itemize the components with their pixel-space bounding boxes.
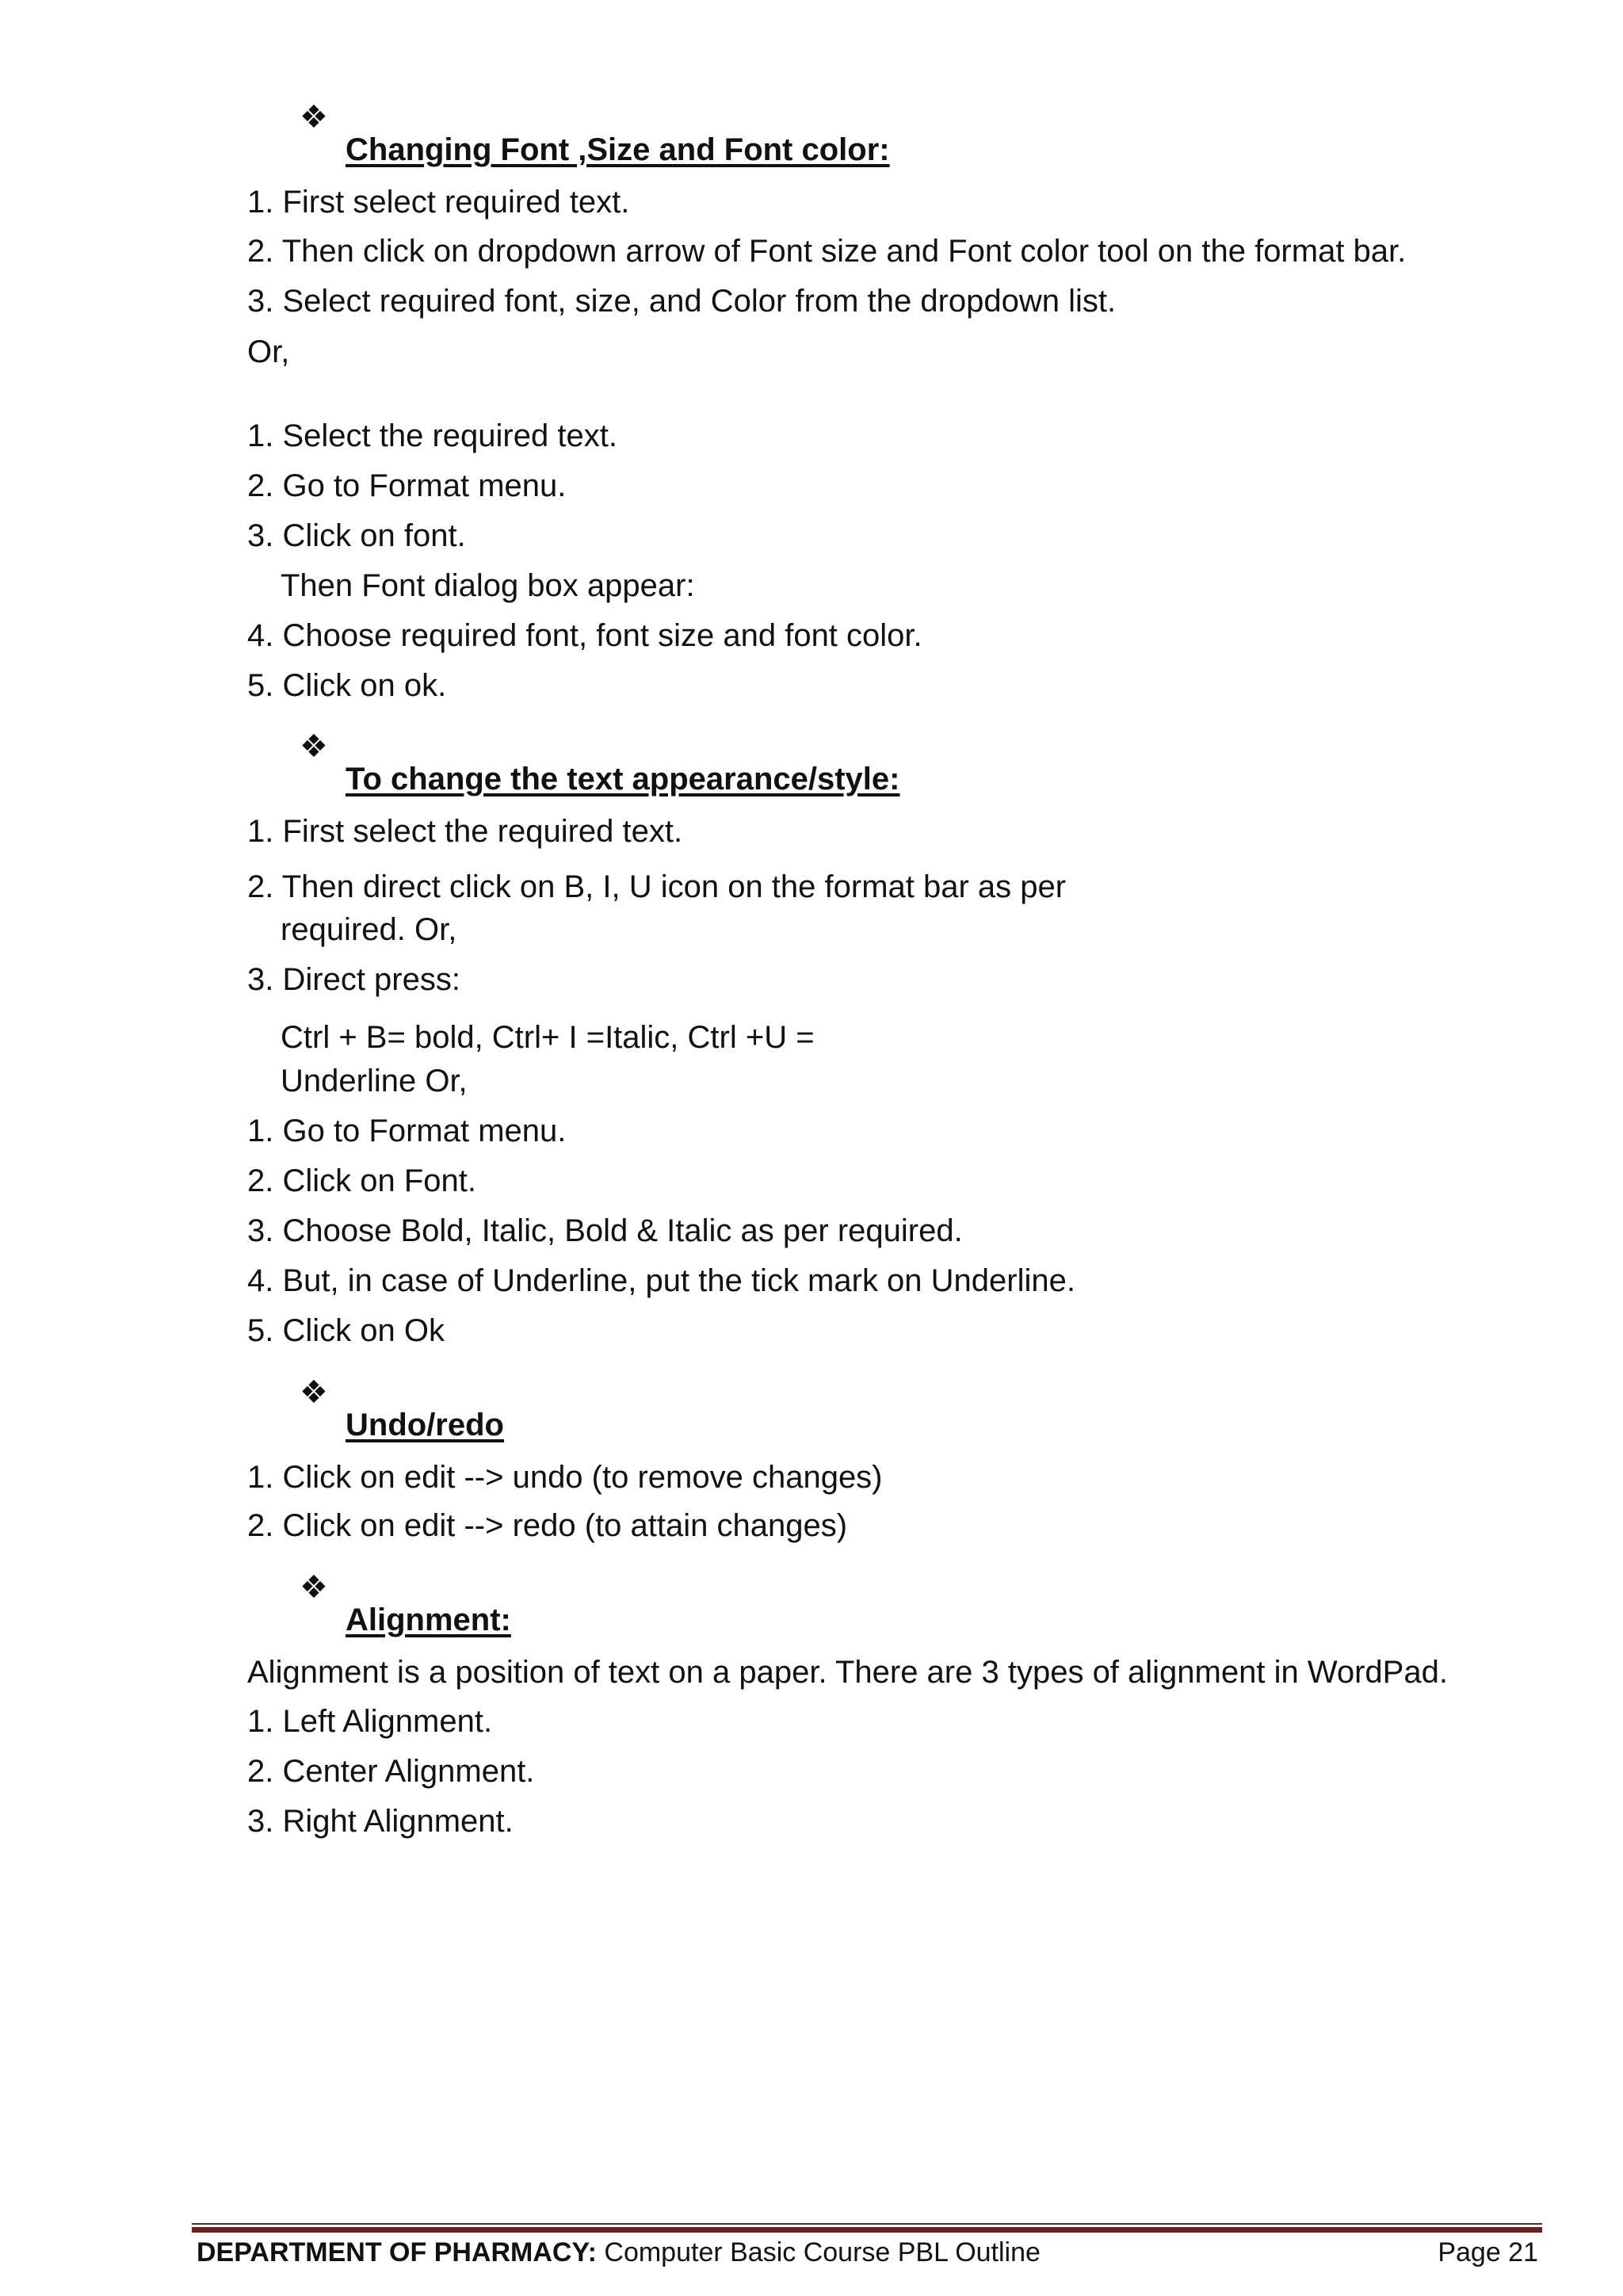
list-item: 1. Select the required text. — [247, 418, 617, 453]
list-item: 1. First select the required text. — [247, 814, 683, 849]
list-item: 3. Choose Bold, Italic, Bold & Italic as per required. — [247, 1213, 963, 1248]
list-item: 1. Left Alignment. — [247, 1704, 493, 1739]
list-item: 3. Click on font. — [247, 518, 466, 553]
list-item: 4. Choose required font, font size and font color. — [247, 618, 922, 653]
list-item: 3. Select required font, size, and Color from the dropdown list. — [247, 284, 1117, 319]
section-heading-alignment: Alignment: — [346, 1603, 511, 1637]
list-item: 2. Then click on dropdown arrow of Font size and Font color tool on the format bar. — [247, 234, 1407, 269]
footer-course: Computer Basic Course PBL Outline — [604, 2237, 1041, 2267]
four-diamond-bullet-icon: ❖ — [300, 99, 328, 136]
list-item: 5. Click on Ok — [247, 1313, 445, 1348]
footer-department: DEPARTMENT OF PHARMACY: — [197, 2237, 597, 2267]
four-diamond-bullet-icon: ❖ — [300, 728, 328, 765]
shortcut-text: Underline Or, — [281, 1064, 468, 1098]
list-item: 1. Go to Format menu. — [247, 1114, 567, 1148]
section-heading-undo-redo: Undo/redo — [346, 1408, 504, 1442]
list-item: 2. Go to Format menu. — [247, 468, 567, 503]
list-item: 1. First select required text. — [247, 185, 630, 220]
section-heading-style: To change the text appearance/style: — [346, 762, 900, 797]
list-item: 2. Then direct click on B, I, U icon on the format bar as per — [247, 869, 1067, 904]
list-item-continuation: required. Or, — [281, 912, 457, 947]
list-item: 3. Direct press: — [247, 962, 460, 997]
page-number: Page 21 — [1438, 2237, 1538, 2267]
or-text: Or, — [247, 334, 290, 369]
list-item: 1. Click on edit --> undo (to remove changes) — [247, 1460, 883, 1495]
list-item: 4. But, in case of Underline, put the tick mark on Underline. — [247, 1263, 1075, 1298]
section-heading-font: Changing Font ,Size and Font color: — [346, 132, 890, 167]
footer-rule-thin — [192, 2223, 1542, 2225]
list-item: 3. Right Alignment. — [247, 1804, 514, 1839]
footer-rule-thick — [192, 2227, 1542, 2233]
list-note: Then Font dialog box appear: — [281, 568, 695, 603]
four-diamond-bullet-icon: ❖ — [300, 1569, 328, 1606]
list-item: 2. Click on edit --> redo (to attain changes) — [247, 1508, 848, 1543]
list-item: 2. Center Alignment. — [247, 1754, 535, 1789]
list-item: 5. Click on ok. — [247, 668, 447, 703]
list-item: 2. Click on Font. — [247, 1163, 477, 1198]
shortcut-text: Ctrl + B= bold, Ctrl+ I =Italic, Ctrl +U = — [281, 1020, 815, 1055]
paragraph: Alignment is a position of text on a paper. There are 3 types of alignment in WordPad. — [247, 1655, 1448, 1690]
footer-title — [197, 2235, 1041, 2270]
four-diamond-bullet-icon: ❖ — [300, 1374, 328, 1411]
